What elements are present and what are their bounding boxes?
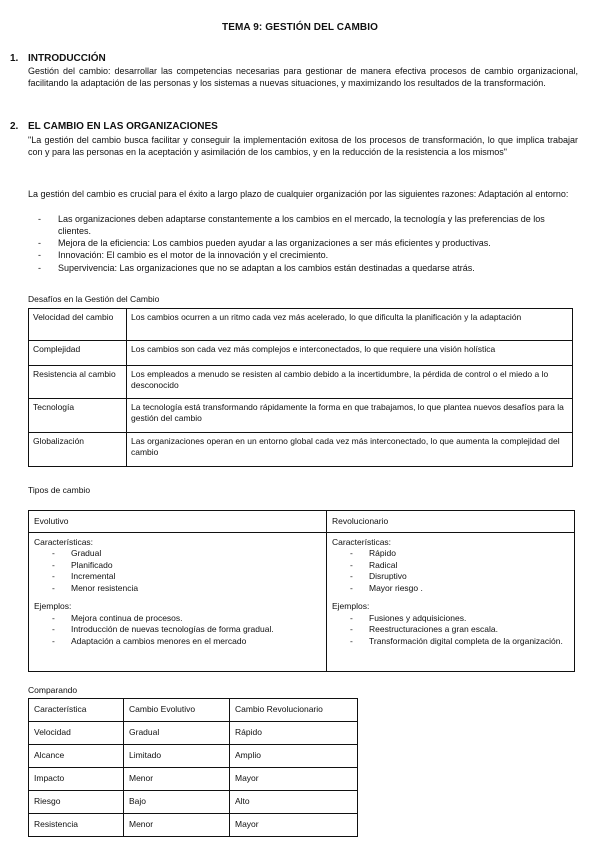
list-item: - Innovación: El cambio es el motor de la innovación y el crecimiento. bbox=[28, 249, 578, 261]
section-2-number: 2. bbox=[10, 121, 19, 132]
table-cell: La tecnología está transformando rápidamente la forma en que trabajamos, lo que plantea nuevos desafíos para la gestión del cambio bbox=[127, 399, 573, 433]
examples-label: Ejemplos: bbox=[34, 601, 72, 612]
table-cell: Impacto bbox=[29, 768, 124, 791]
table-cell: Mayor bbox=[230, 768, 358, 791]
table-cell: Amplio bbox=[230, 745, 358, 768]
table-row bbox=[29, 699, 358, 722]
section-1-heading bbox=[10, 52, 106, 66]
challenges-caption: Desafíos en la Gestión del Cambio bbox=[28, 294, 160, 304]
evolutivo-cell bbox=[29, 533, 327, 672]
comparison-table bbox=[28, 698, 358, 837]
table-row bbox=[29, 399, 573, 433]
section-1-number: 1. bbox=[10, 53, 19, 64]
examples-list bbox=[34, 613, 321, 647]
list-item: - Transformación digital completa de la organización. bbox=[332, 636, 569, 647]
table-cell: Resistencia bbox=[29, 814, 124, 837]
characteristics-list bbox=[332, 548, 569, 594]
table-header-cell: Evolutivo bbox=[29, 511, 327, 533]
table-row bbox=[29, 433, 573, 467]
section-1-text: Gestión del cambio: desarrollar las competencias necesarias para gestionar de manera efectiva procesos de cambio organizacional, facilitando la adaptación de las personas y los sistemas a nuevas situaciones, y maximizando los resultados de la transformación. bbox=[28, 66, 578, 89]
table-cell: Menor bbox=[124, 768, 230, 791]
list-item: - Gradual bbox=[34, 548, 321, 559]
table-row bbox=[29, 768, 358, 791]
section-2-title: EL CAMBIO EN LAS ORGANIZACIONES bbox=[28, 121, 218, 132]
table-header-cell: Característica bbox=[29, 699, 124, 722]
table-row bbox=[29, 791, 358, 814]
table-cell: Las organizaciones operan en un entorno global cada vez más interconectado, lo que aumenta la complejidad del cambio bbox=[127, 433, 573, 467]
table-row bbox=[29, 511, 575, 533]
table-cell: Complejidad bbox=[29, 341, 127, 366]
list-item: - Planificado bbox=[34, 560, 321, 571]
table-row bbox=[29, 341, 573, 366]
list-item: - Fusiones y adquisiciones. bbox=[332, 613, 569, 624]
section-1-title: INTRODUCCIÓN bbox=[28, 53, 106, 64]
table-cell: Resistencia al cambio bbox=[29, 366, 127, 399]
table-cell: Globalización bbox=[29, 433, 127, 467]
table-cell: Gradual bbox=[124, 722, 230, 745]
table-cell: Los cambios son cada vez más complejos e interconectados, lo que requiere una visión holística bbox=[127, 341, 573, 366]
table-row bbox=[29, 722, 358, 745]
revolucionario-cell bbox=[327, 533, 575, 672]
compare-caption: Comparando bbox=[28, 685, 78, 695]
characteristics-label: Características: bbox=[332, 537, 392, 547]
table-cell: Bajo bbox=[124, 791, 230, 814]
table-cell: Menor bbox=[124, 814, 230, 837]
reasons-list bbox=[28, 213, 578, 274]
list-item: - Introducción de nuevas tecnologías de forma gradual. bbox=[34, 624, 321, 635]
characteristics-list bbox=[34, 548, 321, 594]
table-row bbox=[29, 366, 573, 399]
list-item: - Las organizaciones deben adaptarse constantemente a los cambios en el mercado, la tecnología y las preferencias de los clientes. bbox=[28, 213, 578, 237]
examples-list bbox=[332, 613, 569, 647]
table-cell: Alto bbox=[230, 791, 358, 814]
list-item: - Adaptación a cambios menores en el mercado bbox=[34, 636, 321, 647]
table-row bbox=[29, 533, 575, 672]
change-types-table bbox=[28, 510, 575, 672]
section-2-intro: La gestión del cambio es crucial para el éxito a largo plazo de cualquier organización por las siguientes razones: Adaptación al entorno: bbox=[28, 189, 569, 199]
table-cell: Los cambios ocurren a un ritmo cada vez más acelerado, lo que dificulta la planificación y la adaptación bbox=[127, 309, 573, 341]
section-2-quote: "La gestión del cambio busca facilitar y conseguir la implementación exitosa de los procesos de transformación, lo que implica trabajar con y para las personas en la aceptación y asimilación de los cambios, y en la reducción de la resistencia a los mismos" bbox=[28, 135, 578, 158]
list-item: - Incremental bbox=[34, 571, 321, 582]
table-cell: Rápido bbox=[230, 722, 358, 745]
list-item: - Reestructuraciones a gran escala. bbox=[332, 624, 569, 635]
types-caption: Tipos de cambio bbox=[28, 485, 91, 495]
list-item: - Mejora de la eficiencia: Los cambios pueden ayudar a las organizaciones a ser más eficientes y productivas. bbox=[28, 237, 578, 249]
table-cell: Velocidad del cambio bbox=[29, 309, 127, 341]
table-cell: Tecnología bbox=[29, 399, 127, 433]
challenges-table bbox=[28, 308, 573, 467]
table-cell: Alcance bbox=[29, 745, 124, 768]
list-item: - Disruptivo bbox=[332, 571, 569, 582]
list-item: - Supervivencia: Las organizaciones que no se adaptan a los cambios están destinadas a quedarse atrás. bbox=[28, 262, 578, 274]
characteristics-label: Características: bbox=[34, 537, 94, 547]
table-row bbox=[29, 814, 358, 837]
list-item: - Rápido bbox=[332, 548, 569, 559]
examples-label: Ejemplos: bbox=[332, 601, 370, 612]
table-header-cell: Cambio Revolucionario bbox=[230, 699, 358, 722]
list-item: - Mejora continua de procesos. bbox=[34, 613, 321, 624]
table-cell: Velocidad bbox=[29, 722, 124, 745]
document-title: TEMA 9: GESTIÓN DEL CAMBIO bbox=[222, 22, 378, 33]
table-cell: Limitado bbox=[124, 745, 230, 768]
table-header-cell: Cambio Evolutivo bbox=[124, 699, 230, 722]
list-item: - Mayor riesgo . bbox=[332, 583, 569, 594]
section-2-heading bbox=[10, 120, 218, 134]
list-item: - Radical bbox=[332, 560, 569, 571]
table-cell: Riesgo bbox=[29, 791, 124, 814]
table-header-cell: Revolucionario bbox=[327, 511, 575, 533]
table-cell: Los empleados a menudo se resisten al cambio debido a la incertidumbre, la pérdida de control o el miedo a lo desconocido bbox=[127, 366, 573, 399]
table-cell: Mayor bbox=[230, 814, 358, 837]
table-row bbox=[29, 745, 358, 768]
list-item: - Menor resistencia bbox=[34, 583, 321, 594]
table-row bbox=[29, 309, 573, 341]
